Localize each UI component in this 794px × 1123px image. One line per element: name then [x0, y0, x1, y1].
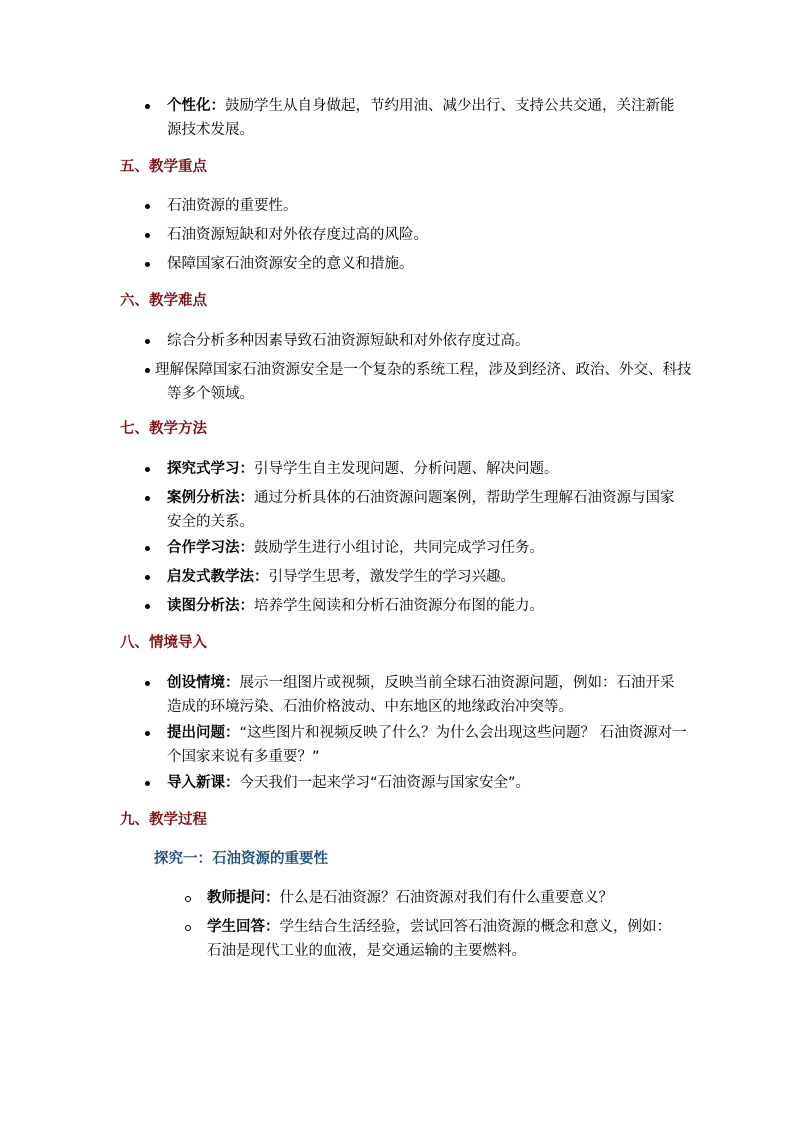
circle-bullet-icon [185, 896, 191, 902]
item-text: “这些图片和视频反映了什么？为什么会出现这些问题？ 石油资源对一个国家来说有多重要？” [167, 725, 687, 765]
list-item [167, 721, 687, 769]
section-heading-6: 六、教学难点 [120, 293, 207, 309]
item-text: 今天我们一起来学习“石油资源与国家安全”。 [239, 775, 531, 791]
list-item [167, 194, 687, 218]
list-item [167, 565, 687, 589]
bullet-icon [145, 262, 150, 267]
list-item [207, 886, 677, 910]
item-term: 读图分析法： [167, 598, 254, 614]
item-text: 石油资源的重要性。 [167, 198, 298, 214]
item-term: 学生回答： [207, 919, 280, 935]
item-term: 个性化： [167, 98, 225, 114]
subsection-heading: 探究一：石油资源的重要性 [154, 851, 328, 867]
item-term: 案例分析法： [167, 490, 254, 506]
bullet-icon [145, 339, 150, 344]
item-text: 学生结合生活经验，尝试回答石油资源的概念和意义，例如：石油是现代工业的血液，是交通运输的主要燃料。 [207, 919, 671, 959]
list-item [167, 486, 687, 534]
section-heading-7: 七、教学方法 [120, 421, 207, 437]
list-item [167, 94, 687, 142]
item-text: 展示一组图片或视频，反映当前全球石油资源问题，例如：石油开采造成的环境污染、石油价格波动、中东地区的地缘政治冲突等。 [167, 675, 675, 715]
item-text: 培养学生阅读和分析石油资源分布图的能力。 [254, 598, 544, 614]
list-item [207, 915, 677, 963]
circle-bullet-icon [185, 925, 191, 931]
item-text: 理解保障国家石油资源安全是一个复杂的系统工程，涉及到经济、政治、外交、科技等多个领域。 [155, 362, 692, 402]
bullet-icon [145, 467, 150, 472]
bullet-icon [145, 575, 150, 580]
bullet-icon [145, 604, 150, 609]
bullet-icon [145, 731, 150, 736]
list-item [155, 358, 697, 406]
list-item [167, 771, 687, 795]
bullet-icon [145, 496, 150, 501]
list-item [167, 536, 687, 560]
list-item [167, 329, 687, 353]
list-item [167, 252, 687, 276]
section-heading-9: 九、教学过程 [120, 812, 207, 828]
section-heading-8: 八、情境导入 [120, 635, 207, 651]
item-text: 什么是石油资源？石油资源对我们有什么重要意义？ [279, 890, 613, 906]
item-text: 引导学生自主发现问题、分析问题、解决问题。 [254, 461, 559, 477]
list-item [167, 594, 687, 618]
item-text: 综合分析多种因素导致石油资源短缺和对外依存度过高。 [167, 333, 530, 349]
bullet-icon [145, 781, 150, 786]
bullet-icon [145, 681, 150, 686]
item-term: 启发式教学法： [167, 569, 269, 585]
item-text: 保障国家石油资源安全的意义和措施。 [167, 256, 414, 272]
list-item [167, 223, 687, 247]
list-item [167, 457, 687, 481]
item-term: 教师提问： [207, 890, 280, 906]
bullet-icon [145, 104, 150, 109]
bullet-icon [145, 204, 150, 209]
item-text: 引导学生思考，激发学生的学习兴趣。 [268, 569, 515, 585]
list-item [167, 671, 687, 719]
item-text: 通过分析具体的石油资源问题案例，帮助学生理解石油资源与国家安全的关系。 [167, 490, 675, 530]
item-text: 鼓励学生进行小组讨论，共同完成学习任务。 [254, 540, 544, 556]
bullet-icon [145, 546, 150, 551]
bullet-icon [145, 233, 150, 238]
item-term: 提出问题： [167, 725, 240, 741]
item-text: 鼓励学生从自身做起，节约用油、减少出行、支持公共交通，关注新能源技术发展。 [167, 98, 675, 138]
section-heading-5: 五、教学重点 [120, 159, 207, 175]
item-term: 探究式学习： [167, 461, 254, 477]
item-term: 合作学习法： [167, 540, 254, 556]
item-term: 创设情境： [167, 675, 240, 691]
item-text: 石油资源短缺和对外依存度过高的风险。 [167, 227, 428, 243]
bullet-icon [145, 368, 150, 373]
item-term: 导入新课： [167, 775, 240, 791]
